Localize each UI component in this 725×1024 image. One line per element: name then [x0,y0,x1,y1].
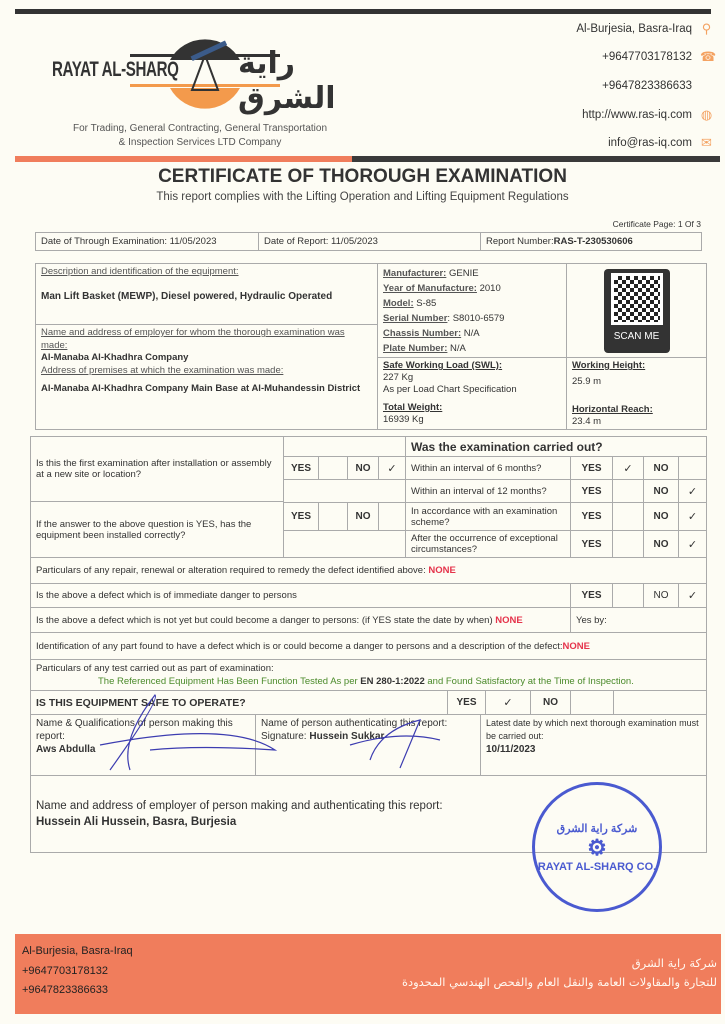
company-stamp: شركة راية الشرق ⚙ RAYAT AL-SHARQ CO. [532,782,662,912]
checkbox-no[interactable]: ✓ [378,456,406,480]
top-bar [15,9,711,14]
blank-cell [283,479,406,503]
height-reach: Working Height: 25.9 m Horizontal Reach: 23.4 m [566,357,707,430]
checkbox-yes[interactable] [612,583,644,608]
checkbox-no[interactable]: ✓ [678,479,707,503]
footer-arabic: شركة راية الشرق للتجارة والمقاولات العامة والنقل العام والفحص الهندسي المحدودة [401,956,717,989]
contact-website[interactable]: http://www.ras-iq.com ◍ [582,107,713,122]
tests-row: Particulars of any test carried out as part of examination: The Referenced Equipment Has Been Function Tested As per EN 280-1:2022 and Found Satisfactory at the Time of Inspection. [30,659,707,691]
report-authenticator: Name of person authenticating this report: Signature: Hussein Sukkar [255,714,481,776]
blank-cell [283,436,406,457]
no-label: NO [643,530,679,558]
repair-row: Particulars of any repair, renewal or alteration required to remedy the defect identified above: NONE [30,557,707,584]
contact-email[interactable]: info@ras-iq.com ✉ [608,135,712,150]
yes-by-field[interactable]: Yes by: [570,607,707,633]
no-label: NO [347,456,379,480]
checkbox-yes[interactable] [612,479,644,503]
qr-pattern-icon [611,273,663,325]
carried-question: After the occurrence of exceptional circumstances? [405,530,571,558]
checkbox-no[interactable]: ✓ [678,530,707,558]
yes-label: YES [570,583,613,608]
no-label: NO [643,583,679,608]
page-subtitle: This report complies with the Lifting Operation and Lifting Equipment Regulations [156,191,569,203]
qr-code[interactable]: SCAN ME [604,269,670,353]
checkbox-yes[interactable] [612,502,644,531]
potential-danger-row: Is the above a defect which is not yet but could become a danger to persons: (if YES state the date by when) NONE [30,607,571,633]
contact-phone-1: +9647703178132 ☎ [602,49,717,64]
employer-details: Name and address of employer for whom the thorough examination was made: Al-Manaba Al-Khadhra Company Address of premises at which the examination was made: Al-Manaba Al-Khadhra Company Main Base at Al-Muhandessin District [35,324,378,430]
checkbox-no[interactable] [378,502,406,531]
footer [15,934,721,1014]
page-number: Certificate Page: 1 Of 3 [612,219,701,229]
divider-orange [15,156,352,162]
logo-text-en: RAYAT AL-SHARQ [52,58,179,81]
tagline: For Trading, General Contracting, General Transportation & Inspection Services LTD Company [72,123,328,148]
yes-label: YES [570,479,613,503]
safe-to-operate-label: IS THIS EQUIPMENT SAFE TO OPERATE? [30,690,448,715]
checkbox-yes[interactable] [318,456,348,480]
immediate-danger-row: Is the above a defect which is of immediate danger to persons [30,583,571,608]
yes-label: YES [283,502,319,531]
report-maker: Name & Qualifications of person making this report: Aws Abdulla [30,714,256,776]
yes-label: YES [570,502,613,531]
no-label: NO [643,502,679,531]
checkbox-yes[interactable] [612,530,644,558]
question-installed: If the answer to the above question is YES, has the equipment been installed correctly? [30,501,284,558]
checkbox-yes[interactable] [318,502,348,531]
yes-label: YES [570,456,613,480]
equipment-description: Description and identification of the equipment: Man Lift Basket (MEWP), Diesel powered, Hydraulic Operated [35,263,378,325]
logo [50,20,350,120]
safe-yes-label: YES [447,690,486,715]
safe-yes-checkbox[interactable]: ✓ [485,690,531,715]
no-label: NO [643,479,679,503]
safe-no-checkbox[interactable] [570,690,614,715]
swl-weight: Safe Working Load (SWL): 227 Kg As per Load Chart Specification Total Weight: 16939 Kg [377,357,567,430]
page-title: CERTIFICATE OF THOROUGH EXAMINATION [158,166,567,187]
logo-text-ar: راية الشرق [238,46,336,116]
equipment-specs: Manufacturer: GENIE Year of Manufacture: 2010 Model: S-85 Serial Number: S8010-6579 Chassis Number: N/A Plate Number: N/A [377,263,567,358]
report-number: Report Number: RAS-T-230530606 [480,232,702,251]
carried-out-title: Was the examination carried out? [405,436,707,457]
employer-of-reporter: Name and address of employer of person making and authenticating this report: Hussein Ali Hussein, Basra, Burjesia [30,775,707,853]
mail-icon: ✉ [701,135,712,150]
no-label: NO [347,502,379,531]
carried-question: Within an interval of 6 months? [405,456,571,480]
qr-cell [566,263,707,358]
yes-label: YES [570,530,613,558]
blank-cell [613,690,707,715]
globe-icon: ◍ [700,107,713,122]
carried-question: In accordance with an examination scheme? [405,502,571,531]
contact-phone-2: +9647823386633 [602,79,692,92]
footer-contacts: Al-Burjesia, Basra-Iraq +9647703178132 +9647823386633 [22,945,133,996]
next-exam-date: Latest date by which next thorough examination must be carried out: 10/11/2023 [480,714,707,776]
carried-question: Within an interval of 12 months? [405,479,571,503]
yes-label: YES [283,456,319,480]
location-pin-icon: ⚲ [701,21,712,36]
divider-dark [352,156,720,162]
contact-address: Al-Burjesia, Basra-Iraq ⚲ [576,21,712,36]
no-label: NO [643,456,679,480]
report-date: Date of Report: 11/05/2023 [258,232,481,251]
identification-row: Identification of any part found to have a defect which is or could become a danger to persons and a description of the defect: NONE [30,632,707,660]
checkbox-yes[interactable]: ✓ [612,456,644,480]
blank-cell [283,530,406,558]
checkbox-no[interactable]: ✓ [678,502,707,531]
checkbox-no[interactable]: ✓ [678,583,707,608]
exam-date: Date of Through Examination: 11/05/2023 [35,232,259,251]
checkbox-no[interactable] [678,456,707,480]
safe-no-label: NO [530,690,571,715]
phone-icon: ☎ [700,49,717,64]
question-first-exam: Is this the first examination after installation or assembly at a new site or location? [30,436,284,502]
